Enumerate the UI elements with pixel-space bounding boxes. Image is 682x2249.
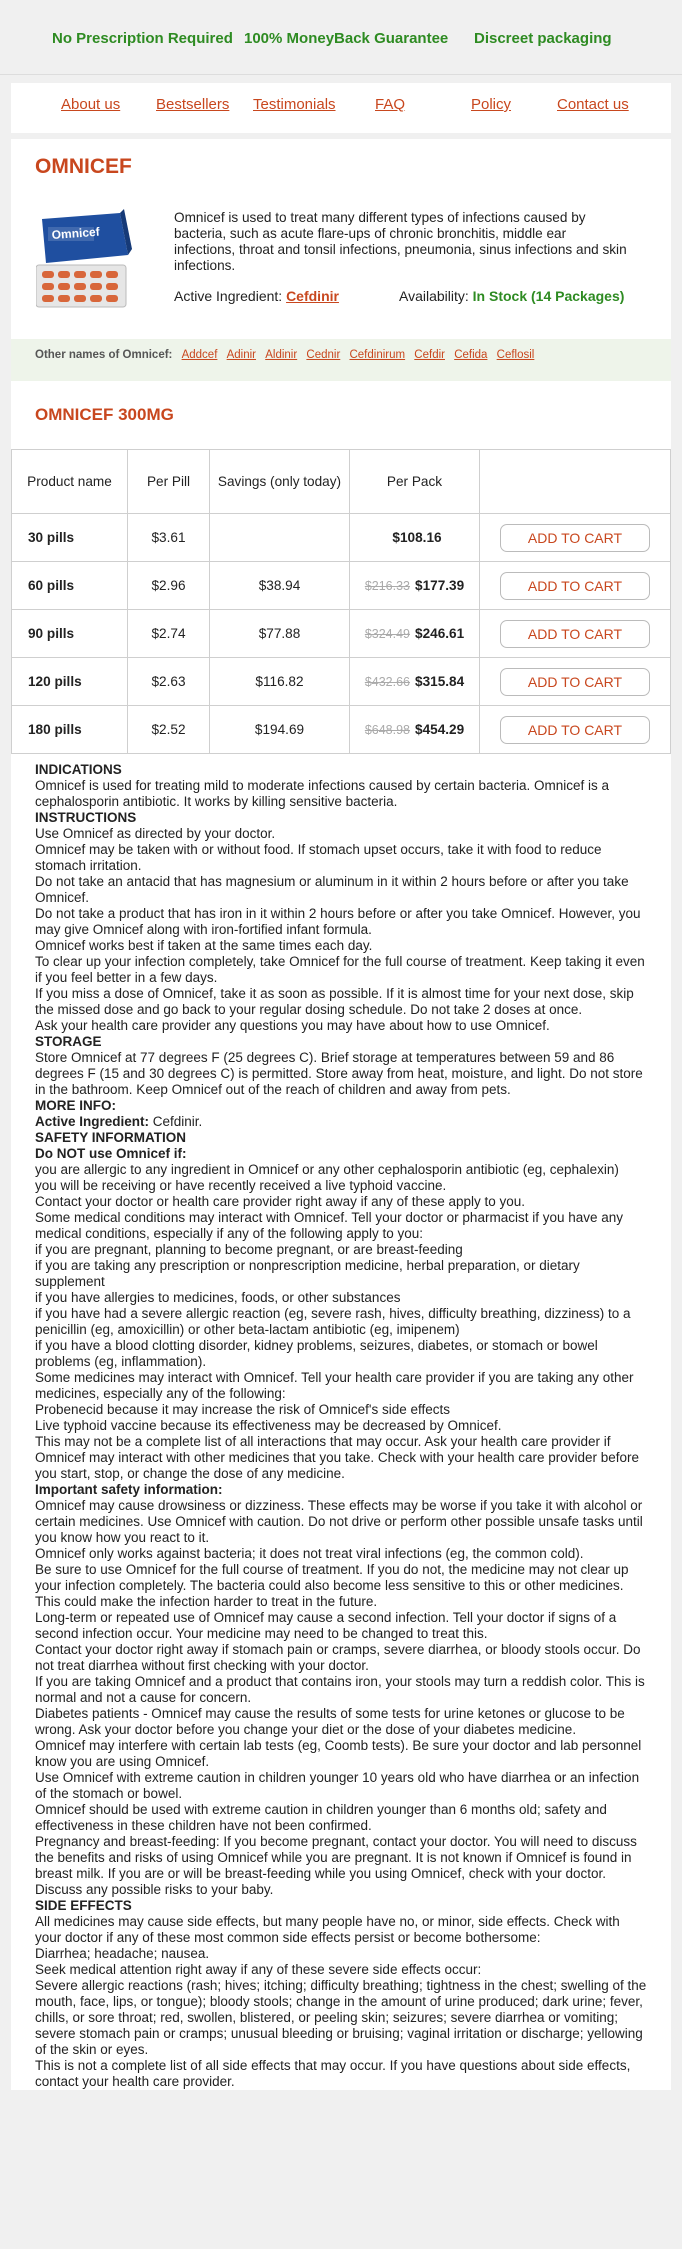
info-heading: Do NOT use Omnicef if: (35, 1146, 187, 1161)
product-card (11, 133, 671, 2090)
pricing-title: OMNICEF 300MG (35, 405, 174, 424)
col-header-product: Product name (12, 450, 128, 514)
benefit-moneyback: 100% MoneyBack Guarantee (244, 30, 449, 47)
info-paragraph: Use Omnicef as directed by your doctor. (35, 826, 276, 841)
pricing-header (11, 381, 671, 449)
row-product-name: 30 pills (12, 514, 128, 562)
nav-contact-us[interactable]: Contact us (557, 96, 629, 113)
info-heading: Important safety information: (35, 1482, 223, 1497)
info-paragraph: Store Omnicef at 77 degrees F (25 degrees C). Brief storage at temperatures between 59 and 86 degrees F (15 and 30 degrees C) is permitted. Store away from heat, moisture, and light. Do not store in the bathroom. Keep Omnicef out of the reach of children and away from pets. (35, 1050, 643, 1097)
info-paragraph: Omnicef is used for treating mild to moderate infections caused by certain bacteria. Omnicef is a cephalosporin antibiotic. It works by killing sensitive bacteria. (35, 778, 610, 809)
add-to-cart-button[interactable]: ADD TO CART (500, 620, 650, 648)
info-paragraph: This may not be a complete list of all interactions that may occur. Ask your health care provider if Omnicef may interact with other medicines that you take. Check with your health care provider before you start, stop, or change the dose of any medicine. (35, 1434, 640, 1481)
row-action (480, 610, 671, 658)
add-to-cart-button[interactable]: ADD TO CART (500, 524, 650, 552)
other-name-link[interactable]: Cefdinirum (349, 349, 406, 361)
info-paragraph: Diabetes patients - Omnicef may cause the results of some tests for urine ketones or glucose to be wrong. Ask your doctor before you change your diet or the dose of your diabetes medicine. (35, 1706, 625, 1737)
table-row (12, 658, 671, 706)
add-to-cart-button[interactable]: ADD TO CART (500, 668, 650, 696)
info-heading: INDICATIONS (35, 762, 122, 777)
info-paragraph: if you have allergies to medicines, foods, or other substances (35, 1290, 401, 1305)
row-per-pack (350, 610, 480, 658)
nav-testimonials[interactable]: Testimonials (253, 96, 336, 113)
add-to-cart-button[interactable]: ADD TO CART (500, 716, 650, 744)
row-per-pack (350, 562, 480, 610)
info-paragraph: All medicines may cause side effects, but many people have no, or minor, side effects. Check with your doctor if any of these most common side effects persist or become bothersome: (35, 1914, 620, 1945)
info-paragraph: Omnicef may cause drowsiness or dizziness. These effects may be worse if you take it with alcohol or certain medicines. Use Omnicef with caution. Do not drive or perform other possible unsafe tasks until you know how you react to it. (35, 1498, 643, 1545)
row-action (480, 706, 671, 754)
main-nav (11, 83, 671, 133)
other-names-label: Other names of Omnicef: (35, 349, 173, 361)
col-header-per-pill: Per Pill (128, 450, 210, 514)
info-heading: MORE INFO: (35, 1098, 116, 1113)
row-per-pill: $2.52 (128, 706, 210, 754)
row-old-price: $648.98 (364, 723, 411, 737)
product-description: Omnicef is used to treat many different types of infections caused by bacteria, such as acute flare-ups of chronic bronchitis, middle ear infections, throat and tonsil infections, pneumonia, sinus infections and skin infections. (174, 210, 627, 273)
info-paragraph: Severe allergic reactions (rash; hives; itching; difficulty breathing; tightness in the chest; swelling of the mouth, face, lips, or tongue); bloody stools; change in the amount of urine produced; dark urine; fever, chills, or sore throat; red, swollen, blistered, or peeling skin; seizures; severe diarrhea or vomiting; severe stomach pain or cramps; unusual bleeding or bruising; vaginal irritation or discharge; yellowing of the skin or eyes. (35, 1978, 647, 2057)
info-paragraph: If you are taking Omnicef and a product that contains iron, your stools may turn a reddish color. This is normal and not a cause for concern. (35, 1674, 645, 1705)
row-savings: $194.69 (210, 706, 350, 754)
info-paragraph: Be sure to use Omnicef for the full course of treatment. If you do not, the medicine may not clear up your infection completely. The bacteria could also become less sensitive to this or other medicines. This could make the infection harder to treat in the future. (35, 1562, 629, 1609)
info-paragraph: If you miss a dose of Omnicef, take it as soon as possible. If it is almost time for your next dose, skip the missed dose and go back to your regular dosing schedule. Do not take 2 doses at once. (35, 986, 634, 1017)
info-paragraph: Use Omnicef with extreme caution in children younger 10 years old who have diarrhea or an infection of the stomach or bowel. (35, 1770, 640, 1801)
info-paragraph: Omnicef should be used with extreme caution in children younger than 6 months old; safety and effectiveness in these children have not been confirmed. (35, 1802, 607, 1833)
nav-policy[interactable]: Policy (471, 96, 512, 113)
row-old-price: $432.66 (364, 675, 411, 689)
product-information (11, 754, 671, 2090)
top-benefits-bar (0, 0, 682, 75)
info-paragraph: Pregnancy and breast-feeding: If you become pregnant, contact your doctor. You will need to discuss the benefits and risks of using Omnicef while you are pregnant. It is not known if Omnicef is found in breast milk. If you are or will be breast-feeding while you using Omnicef, check with your doctor. Discuss any possible risks to your baby. (35, 1834, 637, 1897)
availability-label: Availability: (399, 288, 469, 304)
info-paragraph: if you have had a severe allergic reaction (eg, severe rash, hives, difficulty breathing, dizziness) to a penicillin (eg, amoxicillin) or other beta-lactam antibiotic (eg, imipenem) (35, 1306, 631, 1337)
active-ingredient-label: Active Ingredient: (174, 288, 283, 304)
info-paragraph: This is not a complete list of all side effects that may occur. If you have questions about side effects, contact your health care provider. (35, 2058, 631, 2089)
other-name-link[interactable]: Aldinir (265, 349, 298, 361)
info-paragraph: Do not take a product that has iron in it within 2 hours before or after you take Omnicef. However, you may give Omnicef along with iron-fortified infant formula. (35, 906, 641, 937)
info-heading: SAFETY INFORMATION (35, 1130, 186, 1145)
active-ingredient-link[interactable]: Cefdinir (286, 288, 339, 304)
info-paragraph: you will be receiving or have recently received a live typhoid vaccine. (35, 1178, 447, 1193)
info-paragraph: Do not take an antacid that has magnesium or aluminum in it within 2 hours before or after you take Omnicef. (35, 874, 629, 905)
row-action (480, 658, 671, 706)
row-old-price: $324.49 (364, 627, 411, 641)
row-product-name: 120 pills (12, 658, 128, 706)
info-value: Cefdinir. (149, 1114, 203, 1129)
row-product-name: 180 pills (12, 706, 128, 754)
info-heading: SIDE EFFECTS (35, 1898, 132, 1913)
info-paragraph: Diarrhea; headache; nausea. (35, 1946, 210, 1961)
product-summary (11, 199, 671, 339)
row-per-pill: $2.96 (128, 562, 210, 610)
availability-value: In Stock (14 Packages) (472, 288, 625, 304)
nav-bestsellers[interactable]: Bestsellers (156, 96, 230, 113)
row-product-name: 90 pills (12, 610, 128, 658)
table-row (12, 610, 671, 658)
other-name-link[interactable]: Cednir (306, 349, 341, 361)
row-price: $246.61 (415, 626, 465, 641)
nav-wrapper (11, 75, 671, 133)
row-old-price: $216.33 (364, 579, 411, 593)
info-paragraph: Live typhoid vaccine because its effectiveness may be decreased by Omnicef. (35, 1418, 502, 1433)
row-per-pack (350, 514, 480, 562)
row-per-pill: $3.61 (128, 514, 210, 562)
info-paragraph: Probenecid because it may increase the risk of Omnicef's side effects (35, 1402, 451, 1417)
other-name-link[interactable]: Cefdir (414, 349, 445, 361)
product-header (11, 139, 671, 199)
row-price: $108.16 (392, 530, 442, 545)
info-heading: STORAGE (35, 1034, 102, 1049)
info-paragraph: you are allergic to any ingredient in Omnicef or any other cephalosporin antibiotic (eg, cephalexin) (35, 1162, 619, 1177)
pricing-table (11, 449, 671, 754)
other-name-link[interactable]: Addcef (181, 349, 218, 361)
info-paragraph: To clear up your infection completely, take Omnicef for the full course of treatment. Keep taking it even if you feel better in a few days. (35, 954, 645, 985)
product-package-image (36, 209, 132, 309)
benefit-discreet-packaging: Discreet packaging (474, 30, 612, 47)
info-paragraph: Some medicines may interact with Omnicef. Tell your health care provider if you are taking any other medicines, especially any of the following: (35, 1370, 634, 1401)
row-per-pack (350, 706, 480, 754)
info-paragraph: Some medical conditions may interact with Omnicef. Tell your doctor or pharmacist if you have any medical conditions, especially if any of the following apply to you: (35, 1210, 624, 1241)
info-label: Active Ingredient: (35, 1114, 150, 1129)
row-price: $177.39 (415, 578, 465, 593)
info-paragraph (35, 1114, 648, 1130)
row-per-pack (350, 658, 480, 706)
pricing-header-row (12, 450, 671, 514)
info-paragraph: Ask your health care provider any questions you may have about how to use Omnicef. (35, 1018, 550, 1033)
row-per-pill: $2.74 (128, 610, 210, 658)
info-paragraph: Omnicef may interfere with certain lab tests (eg, Coomb tests). Be sure your doctor and lab personnel know you are using Omnicef. (35, 1738, 642, 1769)
availability (399, 288, 624, 304)
other-name-link[interactable]: Ceflosil (496, 349, 535, 361)
active-ingredient (174, 288, 339, 304)
col-header-action (480, 450, 671, 514)
other-names-bar (11, 339, 671, 381)
info-paragraph: Contact your doctor right away if stomach pain or cramps, severe diarrhea, or bloody stools occur. Do not treat diarrhea without first checking with your doctor. (35, 1642, 641, 1673)
nav-faq[interactable]: FAQ (375, 96, 406, 113)
info-paragraph: Seek medical attention right away if any of these severe side effects occur: (35, 1962, 482, 1977)
row-price: $454.29 (415, 722, 465, 737)
row-savings (210, 514, 350, 562)
row-per-pill: $2.63 (128, 658, 210, 706)
row-savings: $116.82 (210, 658, 350, 706)
info-paragraph: Contact your doctor or health care provider right away if any of these apply to you. (35, 1194, 526, 1209)
other-name-link[interactable]: Cefida (454, 349, 488, 361)
info-paragraph: Omnicef works best if taken at the same times each day. (35, 938, 373, 953)
package-brand-label: Omnicef (51, 224, 101, 242)
row-action (480, 514, 671, 562)
col-header-per-pack: Per Pack (350, 450, 480, 514)
row-price: $315.84 (415, 674, 465, 689)
info-paragraph: if you have a blood clotting disorder, kidney problems, seizures, diabetes, or stomach or bowel problems (eg, inflammation). (35, 1338, 598, 1369)
table-row (12, 514, 671, 562)
col-header-savings: Savings (only today) (210, 450, 350, 514)
info-paragraph: if you are taking any prescription or nonprescription medicine, herbal preparation, or dietary supplement (35, 1258, 580, 1289)
table-row (12, 562, 671, 610)
info-paragraph: Omnicef may be taken with or without food. If stomach upset occurs, take it with food to reduce stomach irritation. (35, 842, 602, 873)
row-product-name: 60 pills (12, 562, 128, 610)
other-name-link[interactable]: Adinir (226, 349, 257, 361)
info-heading: INSTRUCTIONS (35, 810, 137, 825)
row-savings: $38.94 (210, 562, 350, 610)
nav-about-us[interactable]: About us (61, 96, 121, 113)
info-paragraph: if you are pregnant, planning to become pregnant, or are breast-feeding (35, 1242, 463, 1257)
table-row (12, 706, 671, 754)
info-paragraph: Long-term or repeated use of Omnicef may cause a second infection. Tell your doctor if signs of a second infection occur. Your medicine may need to be changed to treat this. (35, 1610, 617, 1641)
row-savings: $77.88 (210, 610, 350, 658)
product-title: OMNICEF (35, 155, 132, 178)
row-action (480, 562, 671, 610)
add-to-cart-button[interactable]: ADD TO CART (500, 572, 650, 600)
info-paragraph: Omnicef only works against bacteria; it does not treat viral infections (eg, the common cold). (35, 1546, 584, 1561)
benefit-no-prescription: No Prescription Required (52, 30, 233, 47)
